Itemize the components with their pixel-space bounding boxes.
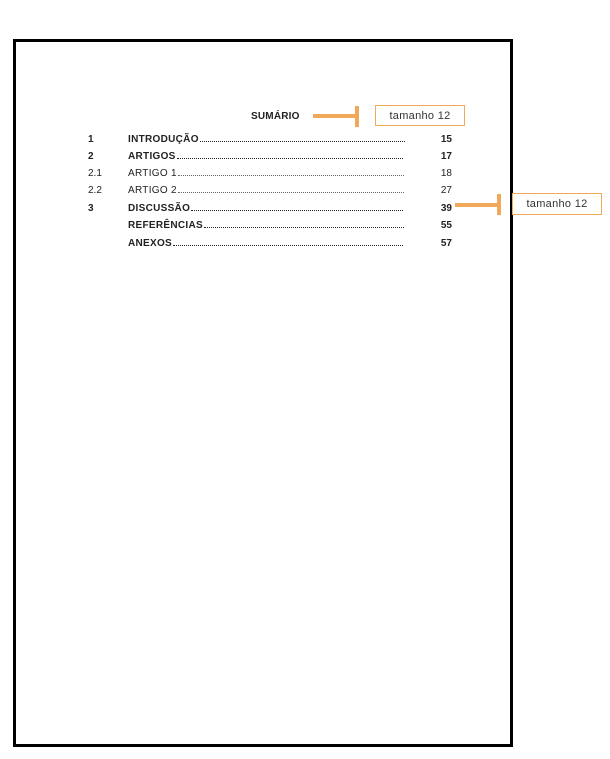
toc-dot-leader [200, 141, 405, 142]
toc-entry-number: 1 [88, 134, 94, 145]
toc-title: SUMÁRIO [251, 111, 300, 122]
toc-entry-page: 39 [440, 203, 452, 214]
toc-entry-label: ARTIGO 1 [128, 168, 177, 179]
callout-connector [313, 114, 357, 118]
toc-dot-leader [204, 227, 404, 228]
callout-bracket [497, 194, 501, 215]
toc-entry-number: 2.1 [88, 168, 102, 179]
toc-dot-leader [173, 245, 403, 246]
toc-entry-label: ARTIGO 2 [128, 185, 177, 196]
toc-entry [88, 217, 452, 231]
callout-bracket [355, 106, 359, 127]
toc-entry [88, 148, 452, 162]
toc-entry-number: 2 [88, 151, 94, 162]
body-size-callout: tamanho 12 [512, 193, 602, 215]
toc-entry-label: REFERÊNCIAS [128, 220, 203, 231]
toc-entry-page: 17 [440, 151, 452, 162]
toc-entry-page: 18 [440, 168, 452, 179]
toc-entry-label: ANEXOS [128, 238, 173, 249]
toc-entry-page: 27 [440, 185, 452, 196]
toc-dot-leader [177, 158, 403, 159]
toc-entry-label: ARTIGOS [128, 151, 176, 162]
toc-entry [88, 182, 452, 196]
toc-dot-leader [178, 175, 404, 176]
toc-entry [88, 235, 452, 249]
toc-entry [88, 131, 452, 145]
toc-entry-label: INTRODUÇÃO [128, 134, 199, 145]
toc-dot-leader [178, 192, 404, 193]
callout-connector [455, 203, 499, 207]
toc-entry-page: 15 [440, 134, 452, 145]
toc-dot-leader [191, 210, 403, 211]
toc-entry [88, 165, 452, 179]
title-size-callout: tamanho 12 [375, 105, 465, 126]
toc-entry-number: 2.2 [88, 185, 102, 196]
toc-entry-number: 3 [88, 203, 94, 214]
toc-entry-page: 55 [440, 220, 452, 231]
document-page [13, 39, 513, 747]
toc-entry-page: 57 [440, 238, 452, 249]
toc-entry [88, 200, 452, 214]
toc-entry-label: DISCUSSÃO [128, 203, 191, 214]
